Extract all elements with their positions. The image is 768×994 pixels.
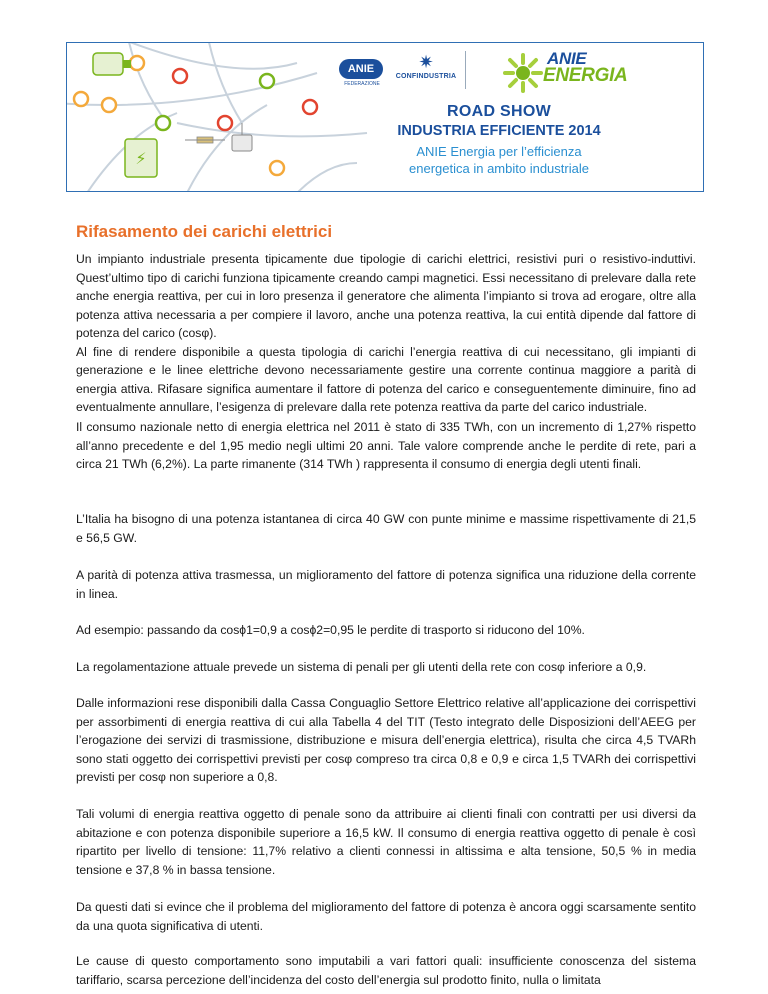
paragraph-block: [76, 952, 696, 989]
paragraph: Da questi dati si evince che il problema del miglioramento del fattore di potenza è ancora oggi scarsamente sentito da una quota significativa di utenti.: [76, 900, 696, 933]
paragraph-block: [76, 805, 696, 879]
svg-text:⚡: ⚡: [135, 149, 147, 168]
paragraph: Al fine di rendere disponibile a questa tipologia di carichi l’energia reattiva di cui necessitano, gli impianti di generazione e le linee elettriche devono necessariamente gestire una corrente continua maggiore a parità di energia attiva. Rifasare significa aumentare il fattore di potenza del carico e conseguentemente diminuire, fino ad eventualmente annullare, l’esigenza di prelevare dalla rete potenza reattiva da parte del carico industriale.: [76, 344, 696, 414]
confindustria-logo-text: CONFINDUSTRIA: [395, 73, 457, 80]
anie-energia-logo: [497, 49, 627, 93]
section-heading: Rifasamento dei carichi elettrici: [76, 222, 333, 241]
paragraph: Il consumo nazionale netto di energia elettrica nel 2011 è stato di 335 TWh, con un incremento di 1,27% rispetto all’anno precedente e del 1,95 medio negli ultimi 20 anni. Tale valore comprende anche le perdite di rete, pari a circa 21 TWh (6,2%). La parte rimanente (314 TWh ) rappresenta il consumo di energia degli utenti finali.: [76, 420, 696, 471]
node-icon: [156, 116, 170, 130]
node-icon: [74, 92, 88, 106]
confindustria-emblem-icon: ✷: [418, 52, 434, 72]
anie-logo-text: ANIE: [339, 59, 383, 79]
paragraph-block: [76, 510, 696, 547]
node-icon: [270, 161, 284, 175]
logo-divider: [465, 51, 466, 89]
paragraph-block: [76, 694, 696, 787]
paragraph: L’Italia ha bisogno di una potenza istantanea di circa 40 GW con punte minime e massime rispettivamente di 21,5 e 56,5 GW.: [76, 512, 696, 545]
paragraph: Dalle informazioni rese disponibili dalla Cassa Conguaglio Settore Elettrico relative all’applicazione dei corrispettivi per assorbimenti di energia reattiva di cui alla Tabella 4 del TIT (Testo integrato delle Disposizioni dell’AEEG per l’erogazione dei servizi di trasmissione, distribuzione e misura dell’energia elettrica), risulta che circa 4,5 TVARh sono stati oggetto dei corrispettivi previsti per cosφ compreso tra circa 0,8 e 0,9 e circa 1,5 TVARh dei corrispettivi previsti per cosφ non superiore a 0,8.: [76, 696, 696, 784]
anie-energia-logo-top: ANIE: [547, 49, 587, 68]
paragraph: A parità di potenza attiva trasmessa, un miglioramento del fattore di potenza significa una riduzione della corrente in linea.: [76, 568, 696, 601]
banner-tagline-line2: energetica in ambito industriale: [409, 161, 589, 176]
node-icon: [218, 116, 232, 130]
resistor-icon: [185, 137, 225, 143]
header-banner: [66, 42, 704, 192]
banner-title: ROAD SHOW: [446, 103, 552, 120]
paragraph-block: [76, 621, 696, 640]
paragraph: Un impianto industriale presenta tipicamente due tipologie di carichi elettrici, resistivi puri o resistivo-induttivi. Quest’ultimo tipo di carichi funziona tipicamente creando campi magnetici. Essi necessitano di prelevare dalla rete anche energia reattiva, per cui in loro presenza il generatore che alimenta l’impianto si trova ad erogare, oltre alla potenza attiva necessaria a per compiere il lavoro, anche una potenza reattiva, la cui entità dipende dal fattore di potenza del carico (cosφ).: [76, 252, 696, 340]
paragraph: La regolamentazione attuale prevede un sistema di penali per gli utenti della rete con cosφ inferiore a 0,9.: [76, 660, 647, 674]
node-icon: [260, 74, 274, 88]
paragraph: Le cause di questo comportamento sono imputabili a vari fattori quali: insufficiente conoscenza del sistema tariffario, scarsa percezione dell’incidenza del costo dell’energia sul prodotto finito, nulla o limitata: [76, 954, 696, 987]
paragraph: Ad esempio: passando da cosϕ1=0,9 a cosϕ2=0,95 le perdite di trasporto si riducono del 10%.: [76, 623, 585, 637]
confindustria-logo: [395, 51, 457, 91]
paragraph-block: [76, 418, 696, 474]
anie-logo: [335, 53, 389, 87]
sun-icon: [497, 49, 547, 93]
paragraph: Tali volumi di energia reattiva oggetto di penale sono da attribuire ai clienti finali con contratti per usi diversi da abitazione e con potenza disponibile superiore a 16,5 kW. Il consumo di energia reattiva oggetto di penale è così ripartito per livello di tensione: 11,7% relativo a clienti connessi in altissima e alta tensione, 50,5 % in media tensione e 37,8 % in bassa tensione.: [76, 807, 696, 877]
cabinet-icon: [125, 139, 157, 177]
node-icon: [303, 100, 317, 114]
node-icon: [102, 98, 116, 112]
anie-logo-subtext: FEDERAZIONE: [344, 81, 380, 87]
node-icon: [173, 69, 187, 83]
paragraph-block: [76, 250, 696, 417]
paragraph-block: [76, 898, 696, 935]
paragraph-block: [76, 566, 696, 603]
motor-icon: [93, 53, 131, 75]
node-icon: [130, 56, 144, 70]
anie-energia-logo-bottom: ENERGIA: [543, 65, 628, 86]
banner-tagline-line1: ANIE Energia per l’efficienza: [416, 144, 582, 159]
paragraph-block: [76, 658, 696, 677]
banner-subtitle: INDUSTRIA EFFICIENTE 2014: [397, 123, 601, 139]
